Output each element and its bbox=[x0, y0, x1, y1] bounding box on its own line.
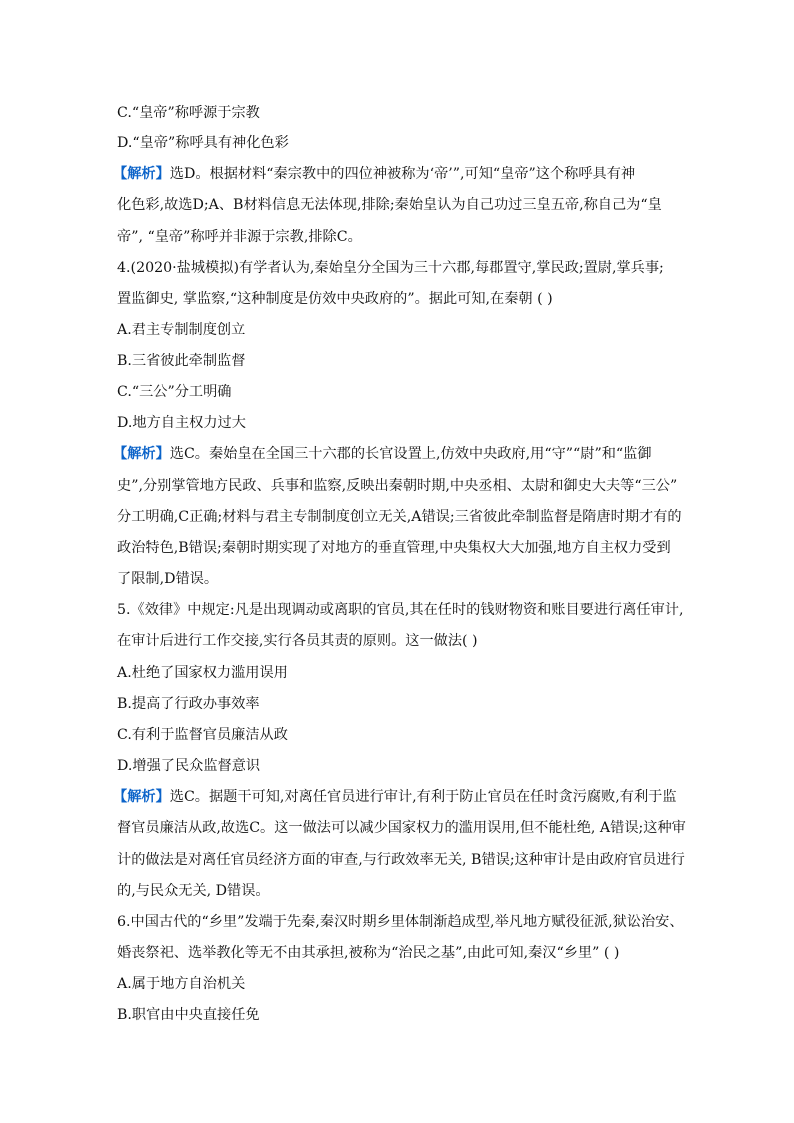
question-4-line1: 4.(2020·盐城模拟)有学者认为,秦始皇分全国为三十六郡,每郡置守,掌民政;置尉,掌兵事; bbox=[117, 260, 664, 276]
option-a-q4: A.君主专制制度创立 bbox=[117, 322, 246, 338]
option-b-q4: B.三省彼此牵制监督 bbox=[117, 353, 246, 369]
option-a-q5: A.杜绝了国家权力滥用误用 bbox=[117, 665, 288, 681]
option-c-q4: C.“三公”分工明确 bbox=[117, 384, 232, 400]
option-c-q5: C.有利于监督官员廉洁从政 bbox=[117, 727, 288, 743]
question-6-line1: 6.中国古代的“乡里”发端于先秦,秦汉时期乡里体制渐趋成型,举凡地方赋役征派,狱讼治安、 bbox=[117, 914, 684, 930]
analysis-q4-line2: 史”,分别掌管地方民政、兵事和监察,反映出秦朝时期,中央丞相、太尉和御史大夫等“三公” bbox=[117, 478, 678, 494]
analysis-q3-line2: 化色彩,故选D;A、B材料信息无法体现,排除;秦始皇认为自己功过三皇五帝,称自己为“皇 bbox=[117, 197, 662, 213]
question-4-line2: 置监御史, 掌监察,“这种制度是仿效中央政府的”。据此可知,在秦朝 ( ) bbox=[117, 291, 553, 307]
option-d-q3: D.“皇帝”称呼具有神化色彩 bbox=[117, 135, 289, 151]
analysis-q3-line3: 帝”, “皇帝”称呼并非源于宗教,排除C。 bbox=[117, 229, 362, 245]
analysis-q5-line3: 计的做法是对离任官员经济方面的审查,与行政效率无关, B错误;这种审计是由政府官员进行 bbox=[117, 852, 685, 868]
question-6-line2: 婚丧祭祀、选举教化等无不由其承担,被称为“治民之基”,由此可知,秦汉“乡里” ( ) bbox=[117, 945, 620, 961]
analysis-q4-line1: 【解析】选C。秦始皇在全国三十六郡的长官设置上,仿效中央政府,用“守”“尉”和“监御 bbox=[113, 446, 652, 462]
analysis-q4-line4: 政治特色,B错误;秦朝时期实现了对地方的垂直管理,中央集权大大加强,地方自主权力受到 bbox=[117, 540, 671, 556]
analysis-q3-line1: 【解析】选D。根据材料“秦宗教中的四位神被称为‘帝’”,可知“皇帝”这个称呼具有神 bbox=[113, 166, 636, 182]
analysis-q4-line3: 分工明确,C正确;材料与君主专制制度创立无关,A错误;三省彼此牵制监督是隋唐时期才有的 bbox=[117, 509, 682, 525]
option-d-q5: D.增强了民众监督意识 bbox=[117, 758, 261, 774]
option-b-q5: B.提高了行政办事效率 bbox=[117, 696, 260, 712]
analysis-q5-line2: 督官员廉洁从政,故选C。这一做法可以减少国家权力的滥用误用,但不能杜绝, A错误;这种审 bbox=[117, 820, 686, 836]
option-c-q3: C.“皇帝”称呼源于宗教 bbox=[117, 105, 260, 121]
option-b-q6: B.职官由中央直接任免 bbox=[117, 1007, 260, 1023]
analysis-tag: 【解析】 bbox=[113, 789, 170, 805]
option-a-q6: A.属于地方自治机关 bbox=[117, 976, 246, 992]
analysis-q5-line1: 【解析】选C。据题干可知,对离任官员进行审计,有利于防止官员在任时贪污腐败,有利于监 bbox=[113, 789, 677, 805]
question-5-line2: 在审计后进行工作交接,实行各员其责的原则。这一做法( ) bbox=[117, 633, 478, 649]
analysis-q5-line4: 的,与民众无关, D错误。 bbox=[117, 883, 270, 899]
option-d-q4: D.地方自主权力过大 bbox=[117, 415, 246, 431]
analysis-tag: 【解析】 bbox=[113, 166, 170, 182]
question-5-line1: 5.《效律》中规定:凡是出现调动或离职的官员,其在任时的钱财物资和账目要进行离任审计, bbox=[117, 602, 684, 618]
analysis-tag: 【解析】 bbox=[113, 446, 170, 462]
analysis-q4-line5: 了限制,D错误。 bbox=[117, 571, 219, 587]
